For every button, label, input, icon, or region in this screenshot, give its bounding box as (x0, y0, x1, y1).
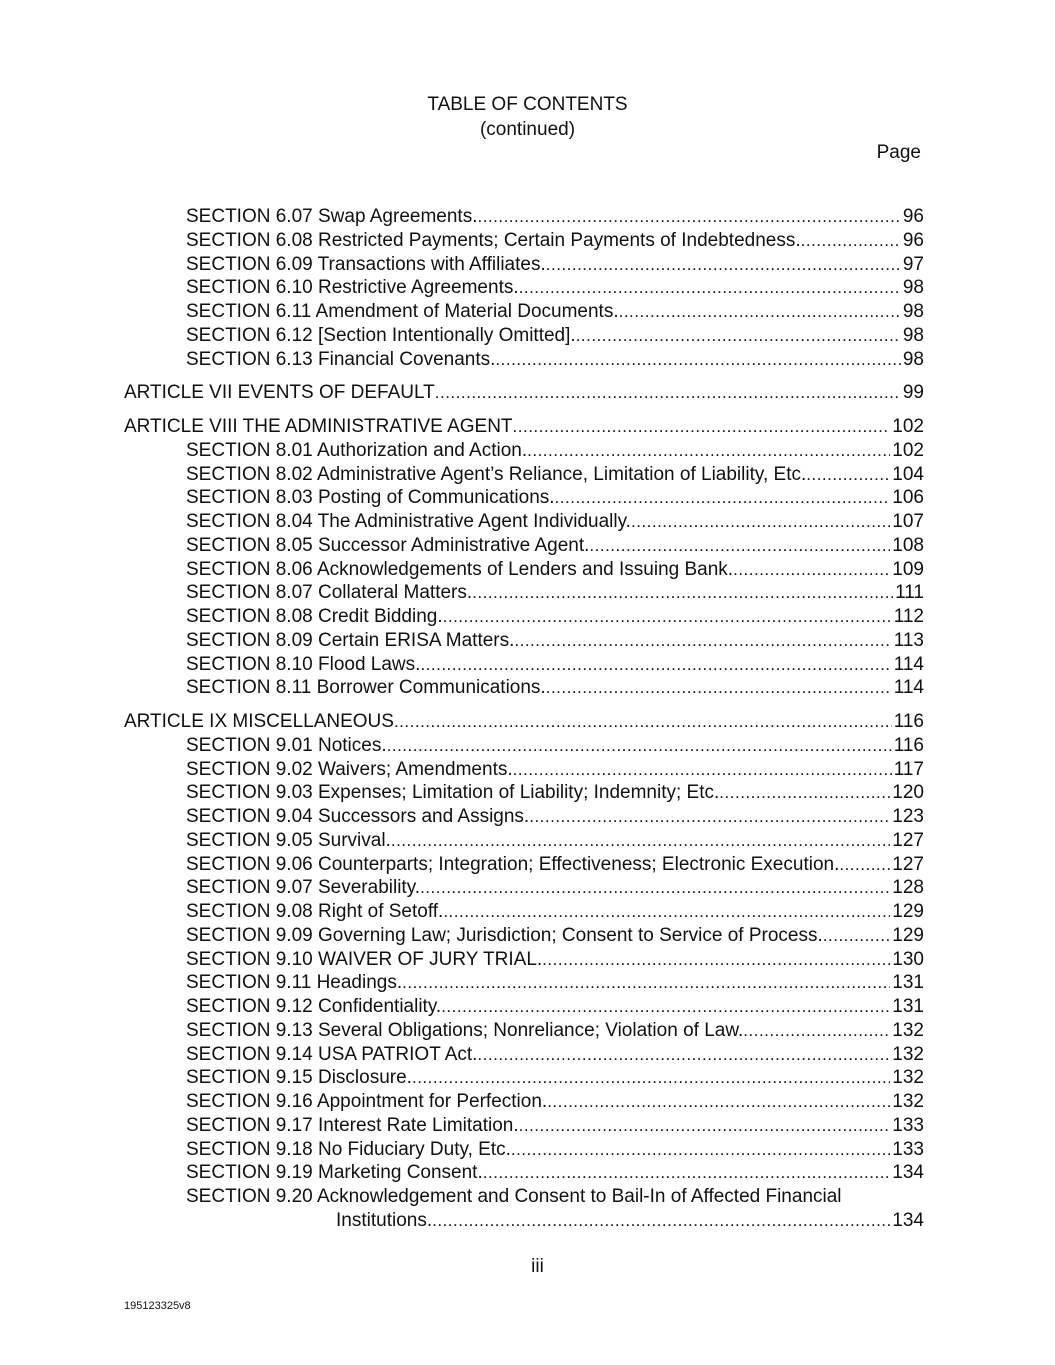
dot-leader (441, 995, 890, 1019)
toc-entry-page: 132 (892, 1019, 924, 1041)
dot-leader (542, 948, 890, 972)
toc-entry[interactable] (0, 253, 1055, 277)
toc-entry[interactable] (0, 1114, 1055, 1138)
toc-entry-page: 106 (892, 487, 924, 509)
toc-entry[interactable] (0, 300, 1055, 324)
toc-entry-page: 98 (902, 324, 924, 346)
page-number: iii (531, 1256, 544, 1277)
dot-leader (823, 924, 891, 948)
toc-entry-label: SECTION 8.06 Acknowledgements of Lenders and Issuing Bank. (186, 558, 734, 580)
toc-entry[interactable] (0, 995, 1055, 1019)
toc-entry-page: 108 (892, 534, 924, 556)
dot-leader (839, 853, 890, 877)
toc-entry[interactable] (0, 486, 1055, 510)
dot-leader (589, 534, 890, 558)
toc-entry[interactable] (0, 1138, 1055, 1162)
toc-entry-page: 133 (892, 1114, 924, 1136)
toc-entry-label: SECTION 6.08 Restricted Payments; Certain Payments of Indebtedness. (186, 229, 801, 251)
toc-entry-label: SECTION 9.04 Successors and Assigns. (186, 806, 530, 827)
toc-article-entry[interactable] (0, 381, 1055, 405)
toc-entry[interactable] (0, 900, 1055, 924)
toc-entry[interactable] (0, 348, 1055, 372)
dot-leader (519, 1114, 891, 1138)
dot-leader (435, 381, 901, 405)
toc-entry-label: SECTION 6.13 Financial Covenants. (186, 348, 496, 370)
toc-entry-page: 116 (893, 734, 924, 756)
dot-leader (806, 463, 890, 487)
toc-entry[interactable] (0, 653, 1055, 677)
toc-entry-label: SECTION 8.11 Borrower Communications. (186, 677, 546, 699)
toc-entry[interactable] (0, 276, 1055, 300)
toc-entry-label: SECTION 8.09 Certain ERISA Matters. (186, 629, 515, 651)
toc-entry-page: 133 (892, 1138, 924, 1160)
dot-leader (513, 415, 891, 439)
toc-entry-label: SECTION 9.15 Disclosure. (186, 1067, 412, 1089)
toc-entry[interactable] (0, 829, 1055, 853)
dot-leader (391, 829, 890, 853)
toc-entry-page: 102 (892, 439, 924, 461)
dot-leader (514, 629, 891, 653)
toc-entry-label: SECTION 9.08 Right of Setoff. (186, 901, 444, 922)
toc-entry[interactable] (0, 734, 1055, 758)
toc-entry-label: ARTICLE IX MISCELLANEOUS (124, 711, 394, 732)
toc-entry-page: 128 (892, 877, 924, 899)
toc-entry-page: 132 (892, 1043, 924, 1065)
toc-entry[interactable] (0, 558, 1055, 582)
toc-entry[interactable] (0, 1161, 1055, 1185)
toc-entry-label: SECTION 9.16 Appointment for Perfection. (186, 1091, 548, 1112)
toc-entry-label: SECTION 9.10 WAIVER OF JURY TRIAL. (186, 948, 543, 970)
toc-entry-page: 97 (902, 253, 924, 275)
toc-subtitle: (continued) (479, 119, 576, 140)
toc-entry-label: SECTION 9.19 Marketing Consent. (186, 1162, 483, 1184)
document-id: 195123325v8 (124, 1300, 191, 1312)
toc-entry-label: ARTICLE VIII THE ADMINISTRATIVE AGENT (124, 416, 513, 437)
toc-entry-page: 120 (892, 782, 924, 804)
toc-entry-page: 131 (892, 972, 924, 994)
dot-leader (472, 581, 893, 605)
toc-entry[interactable] (0, 924, 1055, 948)
toc-entry-label: SECTION 6.09 Transactions with Affiliates. (186, 253, 546, 275)
toc-entry-page: 117 (893, 758, 924, 780)
toc-entry-page: 114 (893, 653, 924, 675)
toc-entry-label: SECTION 9.11 Headings. (186, 972, 403, 994)
dot-leader (483, 1161, 891, 1185)
toc-entry-page: 98 (902, 277, 924, 299)
toc-entry-label: SECTION 9.20 Acknowledgement and Consent to Bail-In of Affected Financial (186, 1186, 842, 1207)
toc-entry-label: SECTION 9.09 Governing Law; Jurisdiction; Consent to Service of Process. (186, 924, 823, 946)
dot-leader (546, 253, 901, 277)
toc-entry-label: SECTION 9.05 Survival. (186, 829, 391, 851)
dot-leader (477, 1043, 890, 1067)
toc-entry-label: SECTION 8.08 Credit Bidding. (186, 606, 443, 627)
dot-leader (511, 1138, 890, 1162)
dot-leader (420, 653, 891, 677)
toc-entry-label: SECTION 8.02 Administrative Agent’s Reliance, Limitation of Liability, Etc. (186, 463, 807, 485)
dot-leader (443, 900, 890, 924)
dot-leader (576, 324, 901, 348)
toc-entry-page: 99 (902, 382, 924, 404)
toc-entry-continuation[interactable] (0, 1209, 1055, 1233)
toc-entry-page: 116 (893, 711, 924, 732)
toc-entry[interactable] (0, 439, 1055, 463)
toc-entry-page: 132 (892, 1067, 924, 1089)
toc-entry-page: 98 (902, 348, 924, 370)
toc-entry-page: 132 (892, 1091, 924, 1112)
dot-leader (719, 781, 890, 805)
toc-entry[interactable] (0, 853, 1055, 877)
toc-entry[interactable] (0, 605, 1055, 629)
toc-entry-page: 134 (892, 1209, 924, 1231)
toc-entry-label: SECTION 9.01 Notices. (186, 734, 387, 756)
toc-entry[interactable] (0, 948, 1055, 972)
toc-entry-page: 134 (892, 1162, 924, 1184)
dot-leader (477, 205, 900, 229)
toc-article-entry[interactable] (0, 710, 1055, 734)
toc-entry-page: 129 (892, 901, 924, 922)
toc-entry-label: SECTION 9.06 Counterparts; Integration; Effectiveness; Electronic Execution. (186, 853, 840, 875)
toc-entry[interactable] (0, 1185, 1055, 1209)
toc-entry[interactable] (0, 229, 1055, 253)
toc-entry-label: SECTION 9.03 Expenses; Limitation of Liability; Indemnity; Etc. (186, 782, 720, 804)
toc-entry[interactable] (0, 1090, 1055, 1114)
toc-entry-label: SECTION 6.10 Restrictive Agreements. (186, 277, 519, 299)
toc-entry[interactable] (0, 971, 1055, 995)
toc-entry-page: 123 (892, 806, 924, 827)
dot-leader (555, 486, 891, 510)
toc-entry-page: 96 (902, 206, 924, 227)
dot-leader (631, 510, 890, 534)
toc-entry-label: SECTION 6.12 [Section Intentionally Omitted]. (186, 324, 576, 346)
dot-leader (527, 439, 890, 463)
toc-entry[interactable] (0, 805, 1055, 829)
dot-leader (801, 229, 901, 253)
toc-entry-page: 112 (893, 606, 924, 627)
toc-article-entry[interactable] (0, 415, 1055, 439)
dot-leader (412, 1066, 890, 1090)
toc-entry-label: SECTION 8.10 Flood Laws. (186, 653, 421, 675)
table-of-contents (0, 205, 1055, 1233)
dot-leader (529, 805, 890, 829)
toc-entry-page: 127 (892, 829, 924, 851)
toc-entry[interactable] (0, 205, 1055, 229)
toc-entry-page: 98 (902, 301, 924, 322)
toc-entry[interactable] (0, 1066, 1055, 1090)
toc-entry-label: Institutions. (336, 1209, 433, 1231)
dot-leader (495, 348, 900, 372)
toc-entry-page: 130 (892, 948, 924, 970)
toc-entry-page: 96 (902, 229, 924, 251)
dot-leader (743, 1019, 890, 1043)
toc-entry[interactable] (0, 781, 1055, 805)
toc-entry-page: 129 (892, 924, 924, 946)
toc-entry[interactable] (0, 758, 1055, 782)
toc-entry[interactable] (0, 1019, 1055, 1043)
toc-entry[interactable] (0, 1043, 1055, 1067)
toc-entry-label: SECTION 9.18 No Fiduciary Duty, Etc. (186, 1138, 511, 1160)
toc-entry-label: SECTION 6.11 Amendment of Material Documents. (186, 301, 619, 322)
dot-leader (513, 758, 892, 782)
toc-entry[interactable] (0, 676, 1055, 700)
toc-entry[interactable] (0, 324, 1055, 348)
toc-entry-label: SECTION 9.14 USA PATRIOT Act. (186, 1043, 478, 1065)
toc-entry-label: ARTICLE VII EVENTS OF DEFAULT (124, 382, 435, 404)
toc-entry-label: SECTION 9.12 Confidentiality. (186, 996, 442, 1017)
toc-entry-page: 111 (895, 582, 924, 604)
toc-entry-label: SECTION 8.07 Collateral Matters. (186, 582, 473, 604)
toc-entry-label: SECTION 8.04 The Administrative Agent Individually. (186, 511, 631, 532)
page-column-header: Page (876, 142, 921, 163)
dot-leader (394, 710, 892, 734)
dot-leader (432, 1209, 890, 1233)
toc-entry-page: 127 (892, 853, 924, 875)
toc-entry-page: 109 (892, 558, 924, 580)
dot-leader (546, 676, 892, 700)
dot-leader (420, 876, 890, 900)
toc-entry-label: SECTION 8.03 Posting of Communications. (186, 487, 555, 509)
dot-leader (619, 300, 901, 324)
toc-entry-label: SECTION 9.02 Waivers; Amendments. (186, 758, 513, 780)
dot-leader (733, 558, 890, 582)
dot-leader (519, 276, 901, 300)
toc-title: TABLE OF CONTENTS (427, 94, 628, 115)
toc-entry-page: 131 (892, 996, 924, 1017)
toc-entry-page: 107 (892, 511, 924, 532)
toc-entry-label: SECTION 9.07 Severability. (186, 877, 421, 899)
dot-leader (443, 605, 892, 629)
toc-entry[interactable] (0, 629, 1055, 653)
dot-leader (402, 971, 890, 995)
toc-entry-page: 113 (893, 629, 924, 651)
dot-leader (547, 1090, 890, 1114)
toc-entry-label: SECTION 9.13 Several Obligations; Nonreliance; Violation of Law. (186, 1019, 744, 1041)
toc-entry[interactable] (0, 581, 1055, 605)
toc-entry-page: 102 (892, 416, 924, 437)
toc-entry-label: SECTION 9.17 Interest Rate Limitation. (186, 1114, 519, 1136)
toc-entry-label: SECTION 8.05 Successor Administrative Agent. (186, 534, 590, 556)
toc-entry-label: SECTION 6.07 Swap Agreements. (186, 206, 478, 227)
toc-entry-page: 104 (892, 463, 924, 485)
toc-entry[interactable] (0, 534, 1055, 558)
dot-leader (387, 734, 892, 758)
toc-entry-label: SECTION 8.01 Authorization and Action. (186, 439, 528, 461)
toc-entry[interactable] (0, 876, 1055, 900)
toc-entry[interactable] (0, 510, 1055, 534)
toc-entry-page: 114 (893, 677, 924, 699)
toc-entry[interactable] (0, 463, 1055, 487)
